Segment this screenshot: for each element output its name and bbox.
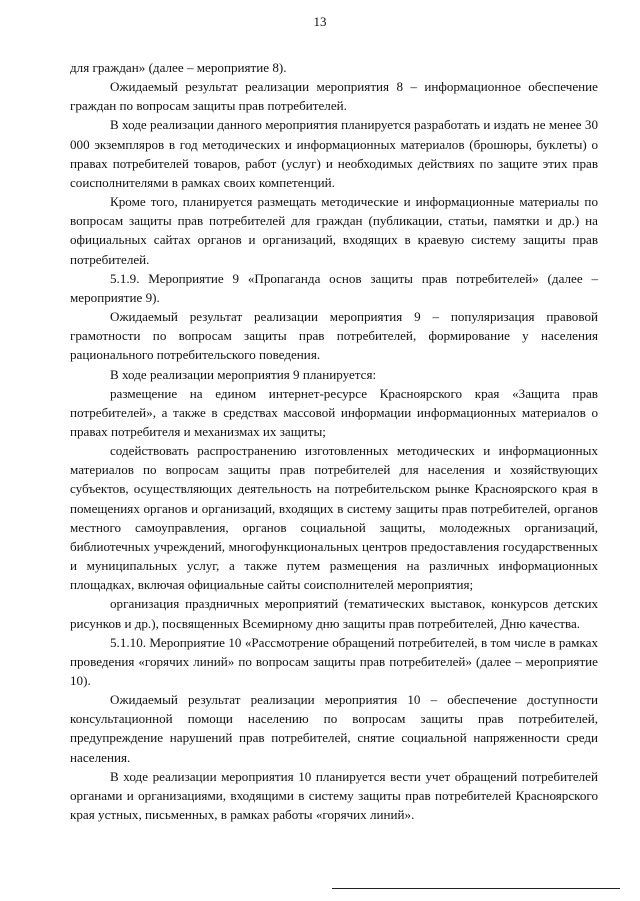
paragraph: В ходе реализации мероприятия 10 планируется вести учет обращений потребителей органами и организациями, входящими в систему защиты прав потребителей Красноярского края устных, письменных, в рамках работы «горячих линий». (70, 768, 598, 823)
paragraph: В ходе реализации мероприятия 9 планируется: (110, 366, 377, 382)
document-body (70, 58, 598, 824)
paragraph: Ожидаемый результат реализации мероприятия 10 – обеспечение доступности консультационной помощи населению по вопросам защиты прав потребителей, предупреждение нарушений прав потребителей, снятие социальной напряженности среди населения. (70, 692, 598, 765)
paragraph: Ожидаемый результат реализации мероприятия 8 – информационное обеспечение граждан по вопросам защиты прав потребителей. (70, 79, 598, 114)
footer-rule (332, 888, 620, 889)
list-item: содействовать распространению изготовленных методических и информационных материалов по вопросам защиты прав потребителей для населения и хозяйствующих субъектов, осуществляющих деятельность на потребительском рынке Красноярского края в помещениях органов и организаций, входящих в систему защиты прав потребителей, органов местного самоуправления, органов социальной защиты, молодежных организаций, библиотечных учреждений, многофункциональных центров предоставления государственных и муниципальных услуг, а также путем размещения на различных информационных площадках, включая официальные сайты соисполнителей мероприятия; (70, 443, 598, 593)
section-heading-5-1-9: 5.1.9. Мероприятие 9 «Пропаганда основ защиты прав потребителей» (далее – мероприятие 9). (70, 270, 598, 305)
list-item: размещение на едином интернет-ресурсе Красноярского края «Защита прав потребителей», а также в средствах массовой информации информационных материалов о правах потребителя и механизмах их защиты; (70, 385, 598, 439)
list-item: организация праздничных мероприятий (тематических выставок, конкурсов детских рисунков и др.), посвященных Всемирному дню защиты прав потребителей, Дню качества. (70, 596, 598, 631)
section-heading-5-1-10: 5.1.10. Мероприятие 10 «Рассмотрение обращений потребителей, в том числе в рамках проведения «горячих линий» по вопросам защиты прав потребителей» (далее – мероприятие 10). (70, 634, 598, 688)
paragraph: В ходе реализации данного мероприятия планируется разработать и издать не менее 30 000 экземпляров в год методических и информационных материалов (брошюры, буклеты) о правах потребителей товаров, работ (услуг) и необходимых действиях по защите этих прав соисполнителями в рамках своих компетенций. (70, 117, 598, 190)
paragraph: для граждан» (далее – мероприятие 8). (70, 60, 287, 75)
paragraph: Ожидаемый результат реализации мероприятия 9 – популяризация правовой грамотности по вопросам защиты прав потребителей, формирование у населения рационального потребительского поведения. (70, 309, 598, 363)
paragraph: Кроме того, планируется размещать методические и информационные материалы по вопросам защиты прав потребителей для граждан (публикации, статьи, памятки и др.) на официальных сайтах органов и организаций, входящих в краевую систему защиты прав потребителей. (70, 194, 598, 267)
page-number: 13 (313, 14, 327, 29)
